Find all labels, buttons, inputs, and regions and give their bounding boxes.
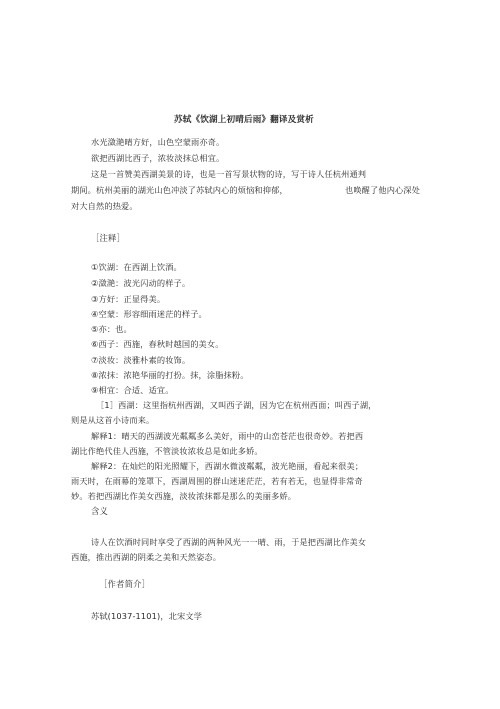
interpretation2-line: 妙。若把西湖比作美女西施，淡妆浓抹都是那么的美丽多娇。 [71, 491, 297, 501]
intro-line: 也唤醒了他内心深处 [345, 185, 421, 195]
author-line: 苏轼(1037-1101)，北宋文学 [91, 611, 203, 621]
interpretation2-line: 解释2：在灿烂的阳光照耀下，西湖水微波粼粼，波光艳丽，看起来很美； [91, 461, 364, 471]
note-extra-line: ［1］西湖：这里指杭州西湖，又叫西子湖，因为它在杭州西面；叫西子湖， [96, 400, 377, 410]
meaning-line: 诗人在饮酒时同时享受了西湖的两种风光一一晴、雨，于是把西湖比作美女 [91, 537, 367, 547]
author-heading: ［作者简介］ [99, 579, 151, 589]
notes-heading: ［注释］ [91, 233, 126, 243]
interpretation2-line: 雨天时，在雨幕的笼罩下，西湖周围的群山迷迷茫茫，若有若无，也显得非常奇 [71, 476, 363, 486]
poem-line: 欲把西湖比西子，浓妆淡抹总相宜。 [91, 153, 225, 163]
note-item: ⑦淡妆：淡雅朴素的妆饰。 [91, 355, 191, 365]
meaning-line: 西施，推出西湖的阴柔之美和天然姿态。 [71, 552, 222, 562]
note-item: ⑤亦：也。 [91, 324, 132, 334]
document-title: 苏轼《饮湖上初晴后雨》翻译及赏析 [174, 115, 314, 125]
note-item: ②潋滟：波光闪动的样子。 [91, 278, 191, 288]
interpretation1-line: 湖比作绝代佳人西施，不管淡妆浓妆总是如此多娇。 [71, 446, 263, 456]
note-item: ③方好：正显得美。 [91, 294, 166, 304]
poem-line: 水光潋滟晴方好，山色空蒙雨亦奇。 [91, 137, 225, 147]
intro-line: 这是一首赞美西湖美景的诗，也是一首写景状物的诗，写于诗人任杭州通判 [91, 169, 367, 179]
note-item: ⑧浓抹：浓艳华丽的打扮。抹，涂脂抹粉。 [91, 370, 249, 380]
interpretation1-line: 解释1：晴天的西湖波光粼粼多么美好，雨中的山峦苍茫也很奇妙。若把西 [91, 431, 364, 441]
note-item: ⑨相宜：合适、适宜。 [91, 385, 174, 395]
meaning-heading: 含义 [91, 506, 109, 516]
note-item: ④空蒙：形容细雨迷茫的样子。 [91, 309, 207, 319]
note-extra-line: 则是从这首小诗而来。 [71, 415, 155, 425]
note-item: ①饮湖：在西湖上饮酒。 [91, 262, 182, 272]
note-item: ⑥西子：西施，春秋时越国的美女。 [91, 339, 224, 349]
intro-line: 对大自然的热爱。 [71, 201, 138, 211]
intro-line: 期间。杭州美丽的湖光山色冲淡了苏轼内心的烦恼和抑郁， [71, 185, 288, 195]
